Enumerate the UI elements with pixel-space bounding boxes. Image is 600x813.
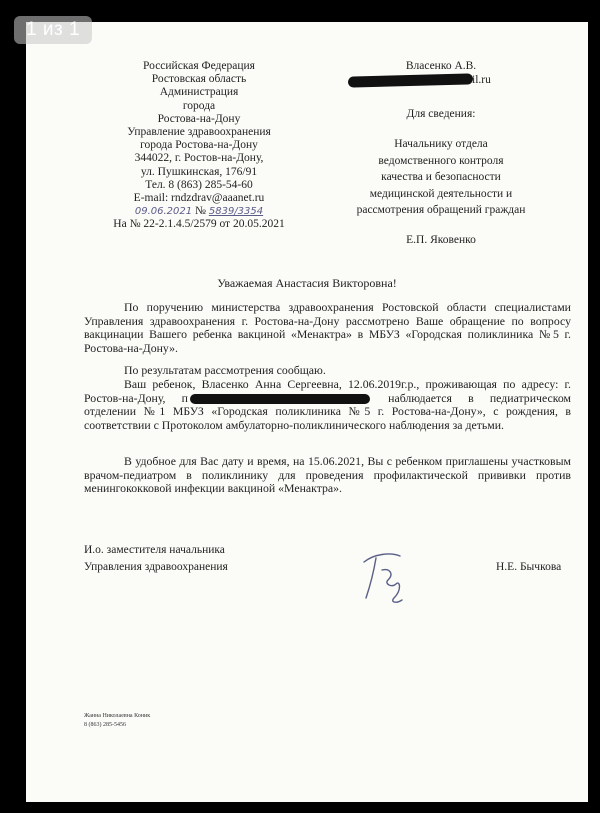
page-indicator: 1 из 1: [14, 16, 92, 44]
paragraph-2: По результатам рассмотрения сообщаю.: [124, 363, 326, 377]
signatory-name: Н.Е. Бычкова: [496, 561, 562, 573]
letterhead-line: Ростова-на-Дону: [157, 112, 241, 125]
letterhead-line: города: [182, 99, 216, 112]
info-heading: Для сведения:: [406, 108, 476, 120]
handwritten-date: 09.06.2021: [134, 206, 193, 218]
signatory-title-2: Управления здравоохранения: [84, 561, 228, 573]
document-page: [26, 22, 588, 802]
paragraph-1: По поручению министерства здравоохранения Ростовской области специалистами Управления здравоохранения г. Ростова-на-Дону рассмотрено Ваше обращение по вопросу вакцинации Вашего ребенка вакциной «Менактра» в МБУЗ «Городская поликлиника №5 г. Ростова-на-Дону».: [84, 300, 571, 355]
letterhead-line: Администрация: [159, 86, 239, 99]
letterhead-line: города Ростова-на-Дону: [140, 139, 258, 152]
recipient-name: Власенко А.В.: [405, 60, 477, 72]
number-label: №: [195, 205, 206, 218]
letterhead-line: Управление здравоохранения: [127, 126, 271, 139]
paragraph-3-start: Ваш ребенок, Власенко Анна Сергеевна, 12.06.2019г.р., проживающая по адресу: г. Ростов-на-Дону, п: [84, 377, 571, 405]
paragraph-3: [84, 378, 571, 432]
redacted-address: [190, 394, 370, 404]
redacted-email: [348, 73, 473, 87]
letterhead-line: 344022, г. Ростов-на-Дону,: [134, 152, 264, 165]
info-line: медицинской деятельности и: [369, 187, 513, 200]
executor-name: Жанна Николаевна Коник: [84, 713, 151, 719]
letterhead-line: Ростовская область: [151, 73, 247, 86]
executor-phone: 8 (863) 285-5456: [84, 722, 126, 728]
letterhead-line: Тел. 8 (863) 285-54-60: [145, 178, 253, 191]
letterhead-line: Российская Федерация: [143, 60, 255, 72]
signatory-title-1: И.о. заместителя начальника: [84, 544, 225, 556]
info-name: Е.П. Яковенко: [406, 234, 476, 246]
info-line: рассмотрения обращений граждан: [356, 204, 526, 216]
salutation: Уважаемая Анастасия Викторовна!: [217, 276, 397, 290]
reference-line: На № 22-2.1.4.5/2579 от 20.05.2021: [113, 218, 285, 231]
info-line: ведомственного контроля: [378, 154, 504, 167]
info-line: качества и безопасности: [381, 171, 501, 183]
handwritten-signature: [356, 550, 416, 608]
info-block: [321, 136, 561, 219]
paragraph-3-end: наблюдается в педиатрическом отделении №1 МБУЗ «Городская поликлиника №5 г. Ростова-на-Дону», с рождения, в соответствии с Протоколом амбулаторно-поликлинического наблюдения за детьми.: [84, 390, 571, 432]
letterhead: [104, 60, 294, 232]
handwritten-number: 5839/3354: [208, 206, 264, 218]
letterhead-line: ул. Пушкинская, 176/91: [140, 165, 258, 178]
paragraph-4: В удобное для Вас дату и время, на 15.06.2021, Вы с ребенком приглашены участковым врачом-педиатром в поликлинику для проведения профилактической прививки против менингококковой инфекции вакциной «Менактра».: [84, 454, 571, 496]
recipient-email-tail: il.ru: [472, 74, 491, 86]
registration-line: [104, 205, 294, 218]
info-line: Начальнику отдела: [394, 138, 488, 150]
letterhead-line: E-mail: rndzdrav@aaanet.ru: [133, 192, 265, 205]
